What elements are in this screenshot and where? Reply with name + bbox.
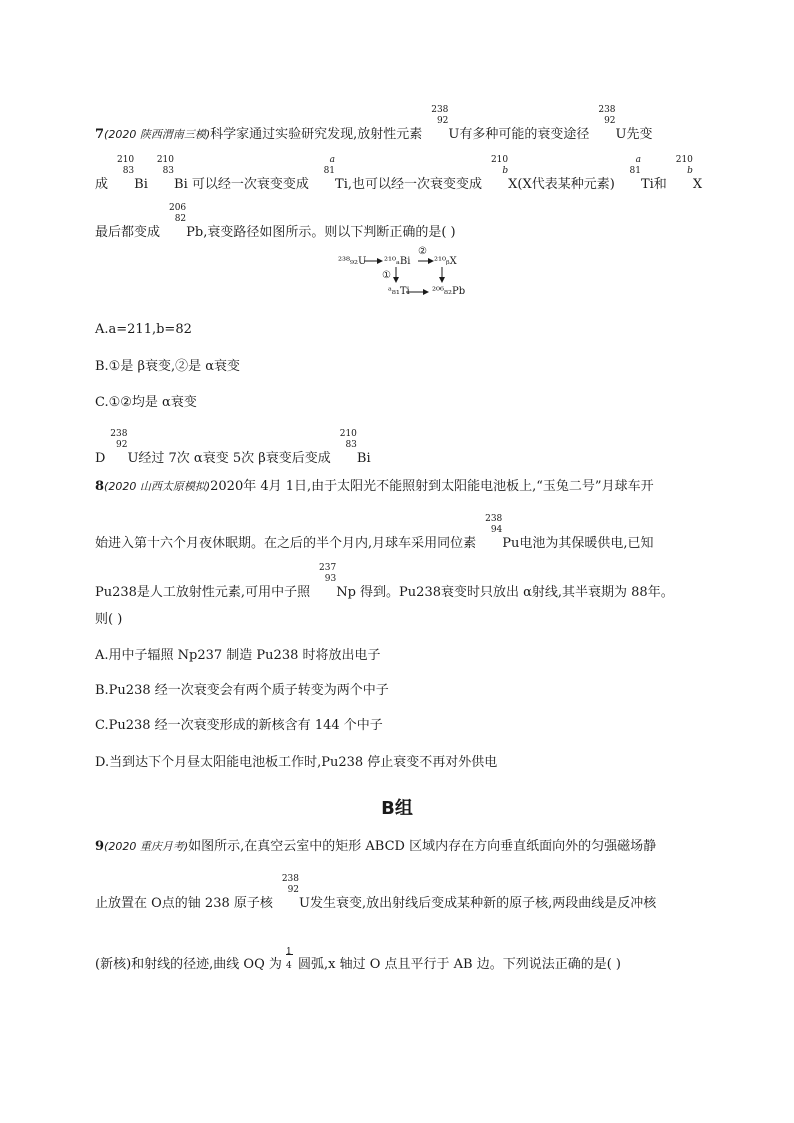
- q7-text-2-sym: Bi: [134, 177, 148, 192]
- q7-option-d: D 238 92 U经过 7次 α衰变 5次 β衰变后变成 210 83 Bi: [95, 429, 371, 466]
- diagram-bi: ²¹⁰ₐBi: [384, 256, 411, 267]
- q7-line-3: [95, 203, 456, 241]
- nuclide-bi210-b: 210 83: [156, 155, 175, 176]
- q7-source: (2020 陕西渭南三模): [104, 128, 211, 141]
- q8-line-1: 8(2020 山西太原模拟)2020年 4月 1日,由于太阳光不能照射到太阳能电池板上,“玉兔二号”月球车开: [95, 479, 654, 494]
- nuclide-u238: 238 92: [431, 105, 449, 126]
- q7-text-3a: 最后都变成: [95, 225, 161, 240]
- q9-number: 9: [95, 839, 105, 854]
- q7-text-2e: X(X代表某种元素): [508, 177, 615, 192]
- q7-text-2c: 可以经一次衰变变成: [191, 177, 309, 192]
- q7-option-c: C.①②均是 α衰变: [95, 395, 197, 410]
- decay-diagram: [338, 246, 468, 306]
- q7-text-1a: 科学家通过实验研究发现,放射性元素: [210, 127, 423, 142]
- q8-line-2: 始进入第十六个月夜休眠期。在之后的半个月内,月球车采用同位素 238 94 Pu电池为其保暖供电,已知: [95, 514, 654, 551]
- q9-source: (2020 重庆月考): [104, 840, 189, 853]
- nuclide-bi210-d: 210 83: [339, 429, 357, 450]
- nuclide-np237: 237 93: [319, 563, 337, 584]
- diagram-x: ²¹⁰ᵦX: [434, 256, 457, 267]
- diagram-c2: ②: [418, 246, 427, 257]
- q7-text-1-sym: U: [448, 127, 460, 142]
- q7-text-3b: Pb,衰变路径如图所示。则以下判断正确的是( ): [186, 225, 456, 240]
- nuclide-pu238: 238 94: [485, 514, 503, 535]
- nuclide-ti: a 81: [323, 155, 336, 176]
- q9-line-1: 9(2020 重庆月考)如图所示,在真空云室中的矩形 ABCD 区域内存在方向垂直纸面向外的匀强磁场静: [95, 839, 657, 854]
- diagram-pb: ²⁰⁶₈₂Pb: [432, 286, 466, 297]
- q7-text-2f: Ti和: [640, 177, 667, 192]
- q7-number: 7: [95, 127, 105, 142]
- nuclide-bi210: 210 83: [116, 155, 135, 176]
- q7-text-1b: 有多种可能的衰变途径: [459, 127, 590, 142]
- nuclide-ti-b: a 81: [629, 155, 641, 176]
- q7-text-2g: X: [692, 177, 703, 192]
- q7-option-b: B.①是 β衰变,②是 α衰变: [95, 359, 241, 374]
- q8-option-c: C.Pu238 经一次衰变形成的新核含有 144 个中子: [95, 718, 383, 733]
- q7-text-2d: Ti,也可以经一次衰变变成: [335, 177, 482, 192]
- q8-option-a: A.用中子辐照 Np237 制造 Pu238 时将放出电子: [95, 648, 381, 663]
- q8-line-3: Pu238是人工放射性元素,可用中子照 237 93 Np 得到。Pu238衰变时只放出 α射线,其半衰期为 88年。: [95, 563, 674, 600]
- q7-text-2b: Bi: [174, 177, 188, 192]
- nuclide-x: 210 b: [490, 155, 509, 176]
- q8-line-4: 则( ): [95, 612, 123, 627]
- diagram-c1: ①: [382, 270, 391, 281]
- q8-source: (2020 山西太原模拟): [104, 480, 211, 493]
- q7-text-2a: 成: [95, 177, 109, 192]
- nuclide-u238-q9: 238 92: [281, 874, 300, 895]
- group-b-heading: B组: [381, 798, 413, 819]
- q7-line-2: [95, 155, 703, 193]
- nuclide-u238-d: 238 92: [110, 429, 128, 450]
- q8-number: 8: [95, 479, 105, 494]
- q9-line-3: (新核)和射线的径迹,曲线 OQ 为 $\frac{1}{4}$ 圆弧,x 轴过 O 点且平行于 AB 边。下列说法正确的是( ): [95, 947, 622, 972]
- q9-line-2: 止放置在 O点的铀 238 原子核 238 92 U发生衰变,放出射线后变成某种新的原子核,两段曲线是反冲核: [95, 874, 657, 911]
- q8-option-d: D.当到达下个月昼太阳能电池板工作时,Pu238 停止衰变不再对外供电: [95, 755, 498, 770]
- nuclide-u238-b: 238 92: [598, 105, 616, 126]
- nuclide-pb206: 206 82: [168, 203, 187, 224]
- q7-text-1c: U先变: [615, 127, 653, 142]
- diagram-u: ²³⁸₉₂U: [338, 256, 367, 267]
- nuclide-x-b: 210 b: [675, 155, 693, 176]
- diagram-ti: ᵃ₈₁Ti: [388, 286, 410, 297]
- q8-option-b: B.Pu238 经一次衰变会有两个质子转变为两个中子: [95, 683, 389, 698]
- q7-line-1: [95, 105, 653, 143]
- q7-option-a: A.a=211,b=82: [95, 322, 192, 337]
